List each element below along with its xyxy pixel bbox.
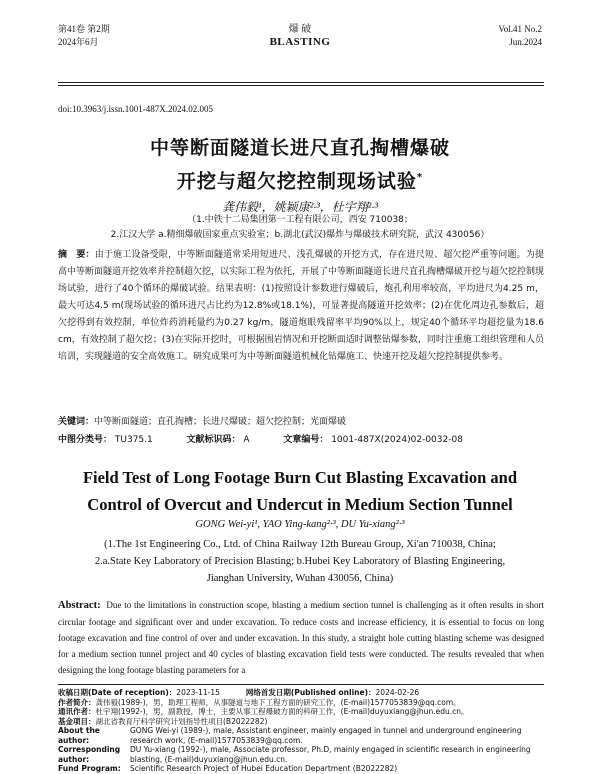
- authors-cn: 龚伟毅¹，姚颖康²·³，杜宇翔²·³: [222, 200, 378, 214]
- doc-code-label: 文献标识码：: [186, 435, 241, 445]
- date-cn: 2024年6月: [58, 37, 99, 47]
- corr-value: DU Yu-xiang (1992-), male, Associate professor, Ph.D, mainly engaged in scientific research in engineering blasting, (E-mail)duyuxiang@jhun.edu.cn.: [130, 745, 531, 764]
- corr-label: Corresponding author:: [58, 745, 121, 764]
- about-label: About the author:: [58, 726, 100, 745]
- title-cn-line2-text: 开挖与超欠挖控制现场试验: [176, 170, 417, 193]
- footnote-about: [58, 726, 544, 745]
- received-label: 收稿日期(Date of reception)：: [58, 688, 177, 697]
- affiliation-cn-1: （1.中铁十二局集团第一工程有限公司，西安 710038；: [187, 215, 413, 225]
- about-value: GONG Wei-yi (1989-), male, Assistant engineer, mainly engaged in tunnel and underground engineering research work, (E-mail)1577053839@qq.com.: [130, 726, 522, 745]
- abstract-cn-text: 由于施工设备受限，中等断面隧道常采用短进尺、浅孔爆破的开挖方式，存在进尺短、超欠挖严重等问题。为提高中等断面隧道开挖效率并控制超欠挖，以实际工程为依托，开展了中等断面隧道长进尺直孔掏槽爆破开挖与超欠挖控制现场试验，进行了40个循环的爆破试验。结果表明：(1)按照设计参数进行爆破后，炮孔利用率较高，平均进尺为4.25 m，最大可达4.5 m(现场试验的循环进尺占比约为12.8%或18.1%)，可显著提高隧道开挖效率；(2)在优化周边孔参数后，超欠挖得到有效控制，单位炸药消耗量约为0.27 kg/m，隧道炮眼残留率平均90%以上，规定40个循环平均超挖量为18.6 cm，有效控制了超欠挖；(3)在实际开挖时，可根据围岩情况和开挖断面适时调整钻爆参数，同时注重施工组织管理和人员培训，实现隧道的安全高效施工。研究成果可为中等断面隧道机械化钻爆施工、快速开挖及超欠挖控制提供参考。: [58, 250, 545, 362]
- author2-label: 通讯作者：: [58, 707, 96, 716]
- journal-name-cn: 爆 破: [288, 24, 312, 35]
- title-cn-line1: 中等断面隧道长进尺直孔掏槽爆破: [149, 137, 450, 159]
- footnote-rule: [58, 684, 544, 685]
- clc-label: 中图分类号：: [58, 435, 113, 445]
- doc-code-value: A: [243, 435, 250, 445]
- doi[interactable]: doi:10.3963/j.issn.1001-487X.2024.02.005: [58, 104, 214, 114]
- footnote-dates: [58, 688, 544, 698]
- title-footnote-mark: *: [416, 172, 424, 183]
- journal-name-en: BLASTING: [269, 36, 331, 48]
- header-right: [498, 23, 542, 49]
- published-value: 2024-02-26: [375, 688, 420, 697]
- keywords-cn-text: 中等断面隧道；直孔掏槽；长进尺爆破；超欠挖控制；光面爆破: [94, 417, 347, 427]
- abstract-en-label: Abstract:: [58, 600, 101, 611]
- title-cn-line2: [0, 163, 600, 196]
- affiliation-cn-2: 2.江汉大学 a.精细爆破国家重点实验室；b.湖北(武汉)爆炸与爆破技术研究院，武汉 430056）: [110, 230, 490, 240]
- clc-value: TU375.1: [114, 435, 153, 445]
- abstract-en: [58, 597, 544, 678]
- abstract-cn: [58, 247, 544, 366]
- abstract-cn-label: 摘 要：: [58, 250, 95, 260]
- keywords-cn: [58, 414, 544, 427]
- footnote-fund-en: [58, 764, 544, 774]
- fund-label: 基金项目：: [58, 716, 96, 726]
- date-en: Jun.2024: [509, 37, 542, 47]
- fund-en-value: Scientific Research Project of Hubei Education Department (B2022282): [130, 764, 398, 773]
- received-value: 2023-11-15: [176, 688, 220, 697]
- title-en-line2: Control of Overcut and Undercut in Medium Section Tunnel: [87, 495, 513, 514]
- keywords-cn-label: 关键词：: [58, 417, 95, 427]
- fund-en-label: Fund Program:: [58, 764, 121, 773]
- footnote-author1: [58, 698, 544, 708]
- volume-issue-en: Vol.41 No.2: [498, 24, 542, 34]
- affiliation-en-2: 2.a.State Key Laboratory of Precision Blasting; b.Hubei Key Laboratory of Blasting Engineering,: [94, 556, 506, 567]
- footnotes: [58, 688, 544, 774]
- header-rule-bottom: [58, 85, 544, 86]
- fund-value: 湖北省教育厅科学研究计划指导性项目(B2022282): [95, 716, 268, 726]
- author2-value: 杜宇翔(1992-)，男，副教授，博士，主要从事工程爆破方面的科研工作，(E-mail)duyuxiang@jhun.edu.cn。: [95, 707, 469, 716]
- header-rule-top: [58, 82, 544, 83]
- author1-label: 作者简介：: [58, 697, 96, 707]
- footnote-corresponding: [58, 745, 544, 764]
- article-number-label: 文章编号：: [283, 435, 329, 445]
- author1-value: 龚伟毅(1989-)，男，助理工程师，从事隧道与地下工程方面的研究工作，(E-mail)1577053839@qq.com。: [95, 697, 461, 707]
- abstract-en-text: Due to the limitations in construction scope, blasting a medium section tunnel is challenging as it often results in short circular footage and significant over and under excavation. To reduce costs and increase efficiency, it is essential to focus on long footage excavation and fine control of over and under excavation. In this study, a straight hole cutting blasting scheme was designed for a medium section tunnel project and 40 cycles of blasting excavation field tests were conducted. The results revealed that when designing the long footage blasting parameters for a: [58, 600, 545, 675]
- published-label: 网络首发日期(Published online)：: [245, 688, 376, 697]
- footnote-fund: [58, 717, 544, 727]
- affiliation-en-1: (1.The 1st Engineering Co., Ltd. of China Railway 12th Bureau Group, Xi'an 710038, China;: [104, 539, 496, 550]
- title-en-line1: Field Test of Long Footage Burn Cut Blasting Excavation and: [82, 468, 518, 487]
- authors-en: GONG Wei-yi¹, YAO Ying-kang²·³, DU Yu-xiang²·³: [195, 519, 405, 530]
- classification-row: [58, 432, 544, 445]
- article-number-value: 1001-487X(2024)02-0032-08: [331, 435, 463, 445]
- footnote-author2: [58, 707, 544, 717]
- affiliation-en-3: Jianghan University, Wuhan 430056, China): [206, 573, 394, 584]
- volume-issue-cn: 第41卷 第2期: [58, 24, 110, 34]
